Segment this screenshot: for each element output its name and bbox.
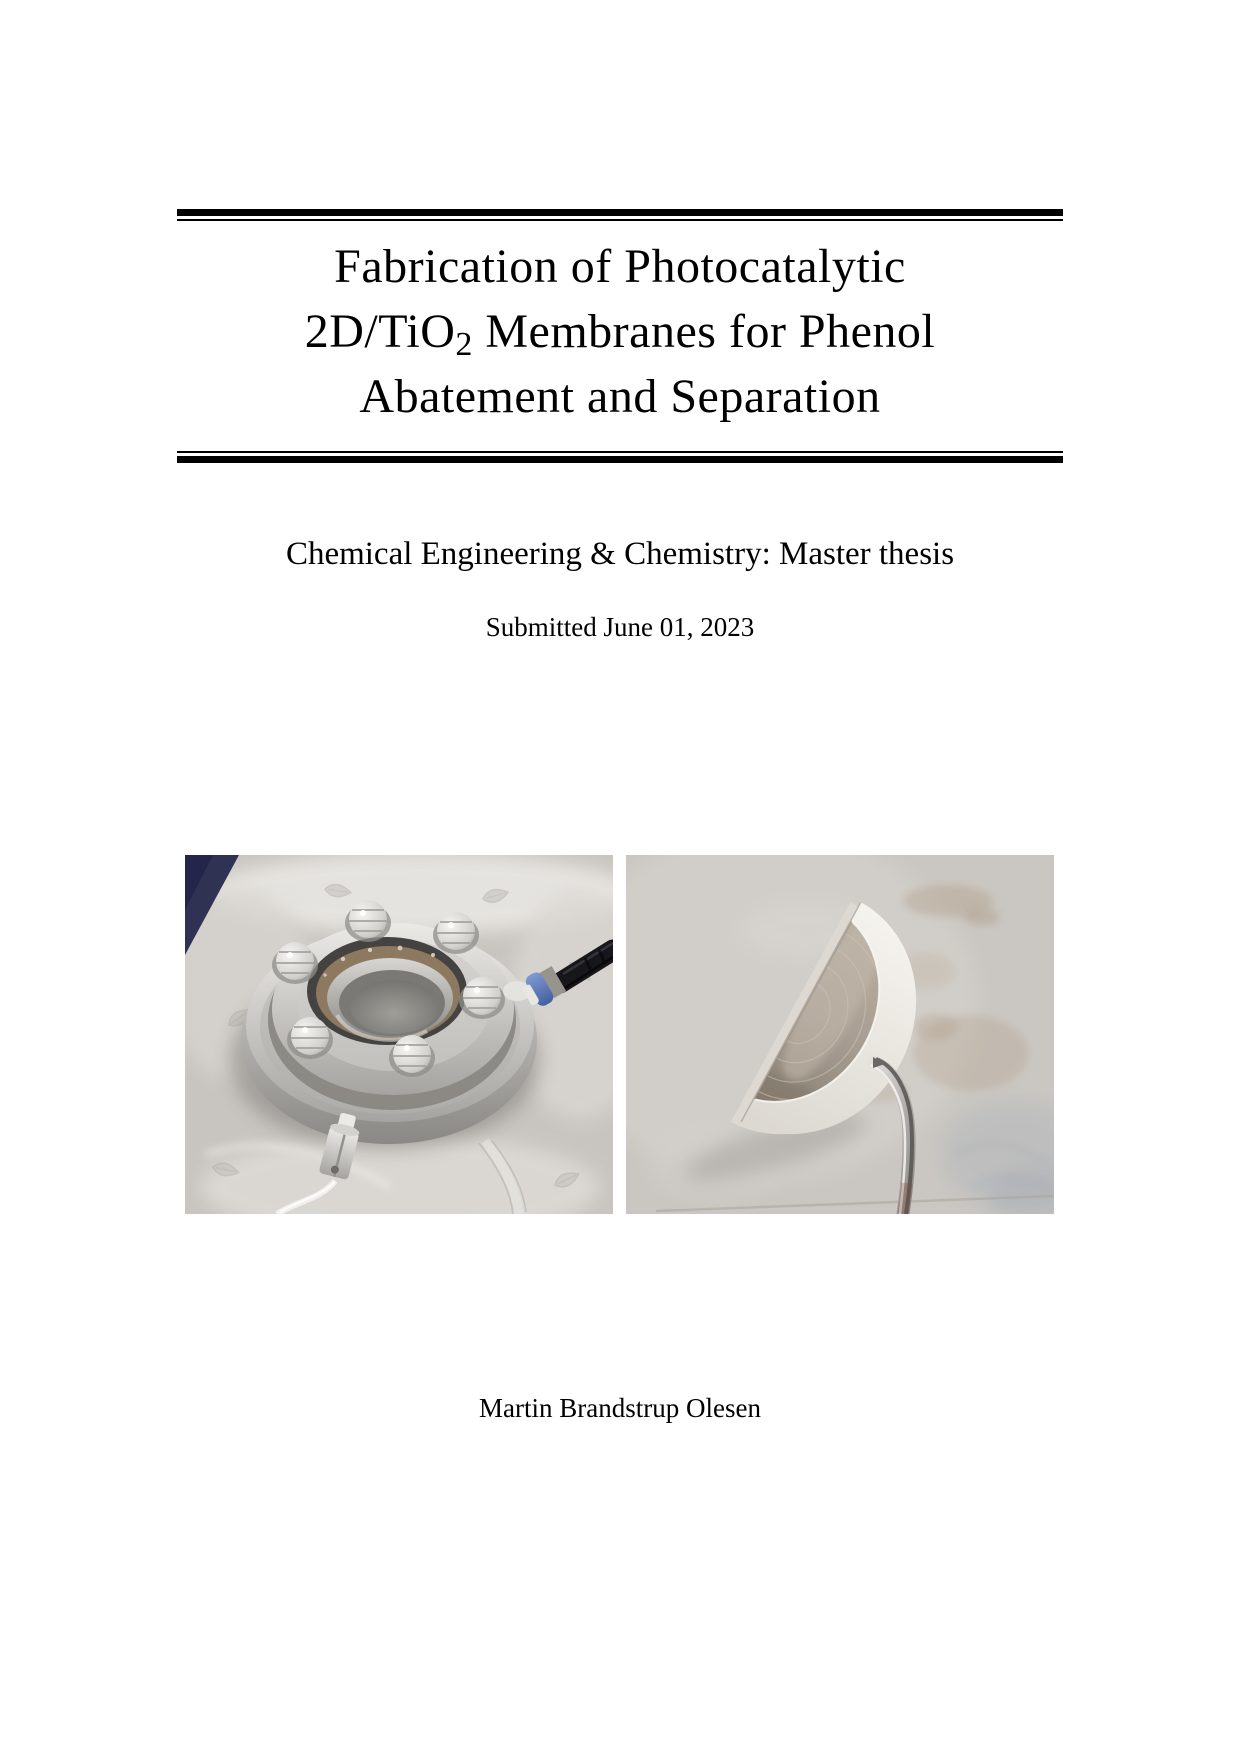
title-rule-top bbox=[177, 209, 1063, 221]
submission-date: Submitted June 01, 2023 bbox=[485, 612, 755, 642]
thesis-title bbox=[177, 234, 1063, 429]
title-subscript-2: 2 bbox=[455, 326, 473, 363]
title-line-2-prefix: 2D/TiO bbox=[304, 305, 456, 358]
title-line-3: Abatement and Separation bbox=[359, 370, 881, 423]
title-line-2-suffix: Membranes for Phenol bbox=[472, 305, 936, 358]
author-name: Martin Brandstrup Olesen bbox=[479, 1393, 761, 1423]
program-subtitle: Chemical Engineering & Chemistry: Master thesis bbox=[285, 536, 955, 572]
module-bore bbox=[350, 980, 438, 1034]
title-rule-bottom bbox=[177, 451, 1063, 463]
membrane-module-photo bbox=[185, 855, 613, 1214]
cover-figures bbox=[185, 855, 1054, 1214]
membrane-disc-photo bbox=[626, 855, 1054, 1214]
title-line-1: Fabrication of Photocatalytic bbox=[334, 240, 906, 293]
